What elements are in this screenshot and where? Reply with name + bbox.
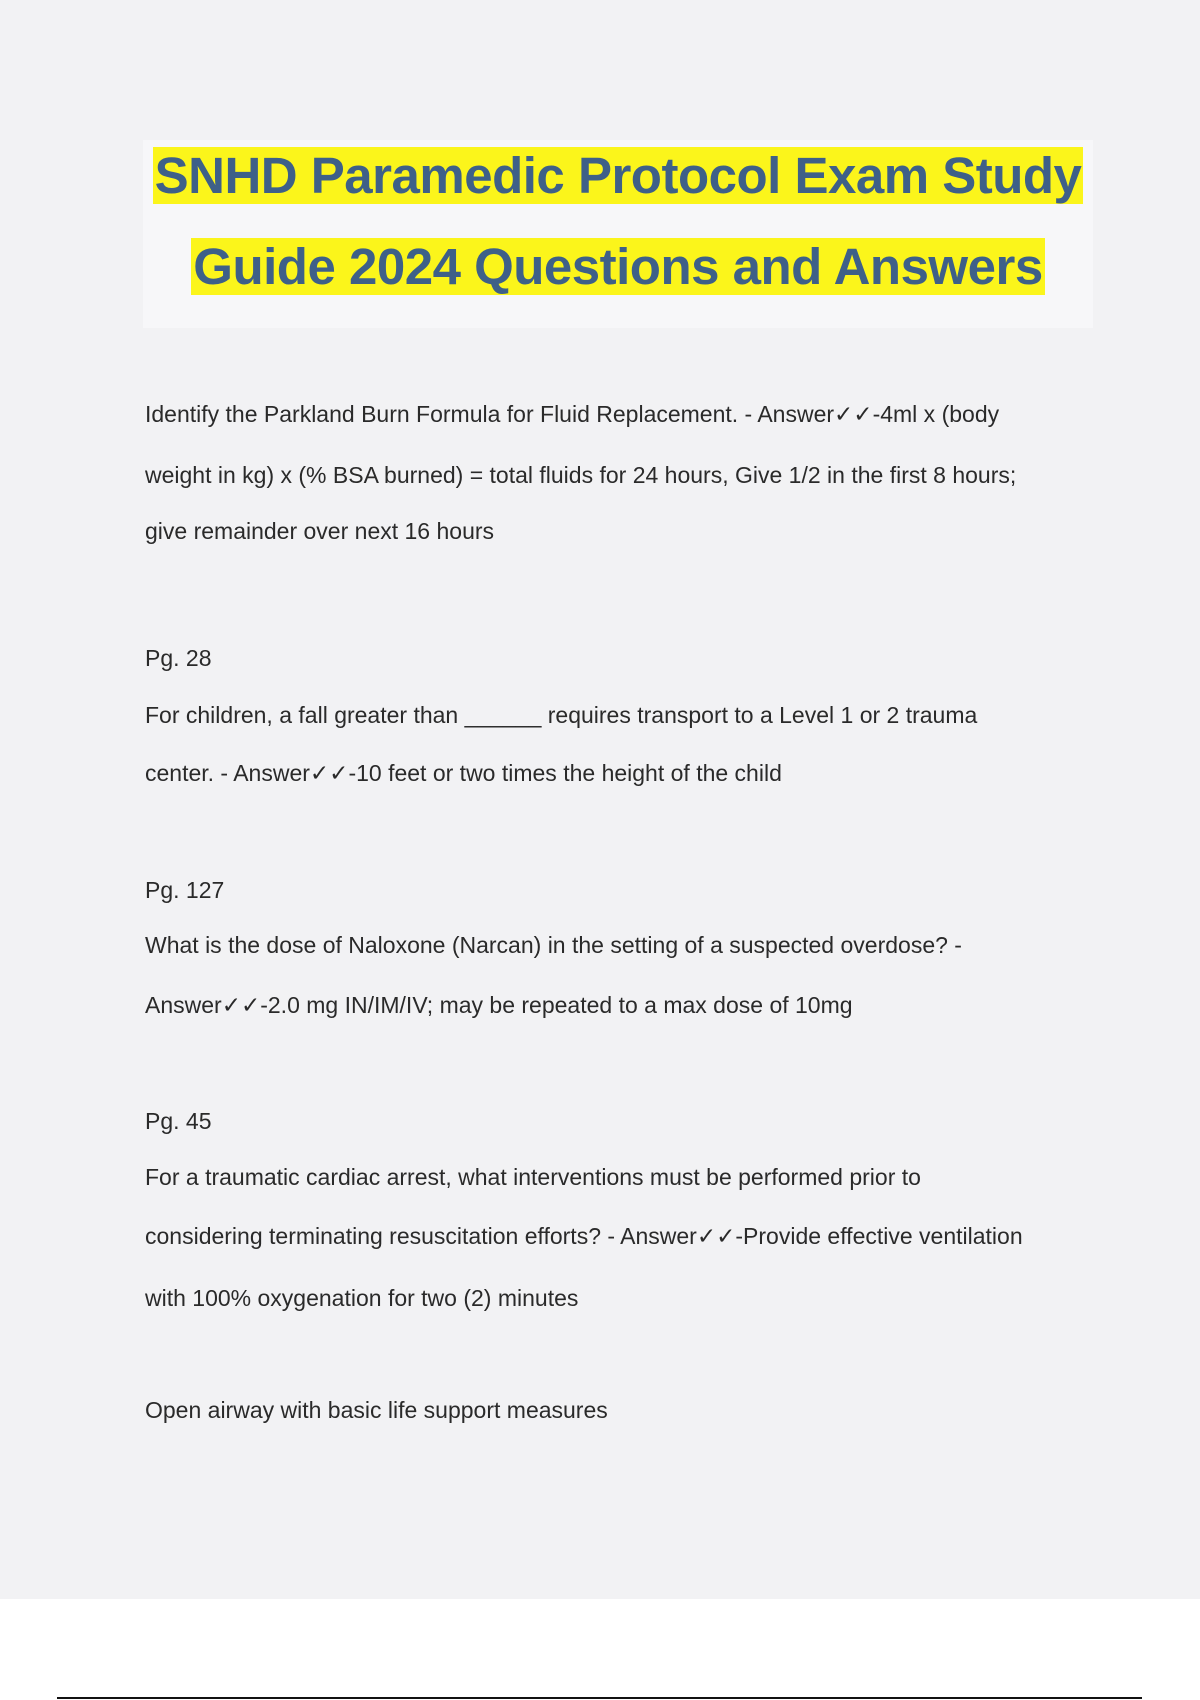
footer-divider <box>57 1697 1142 1699</box>
qa-4-line-1: For a traumatic cardiac arrest, what interventions must be performed prior to <box>145 1164 921 1190</box>
qa-2-line-2: center. - Answer✓✓-10 feet or two times the height of the child <box>145 760 782 786</box>
page-ref-45: Pg. 45 <box>145 1108 212 1134</box>
title-highlight-2: Guide 2024 Questions and Answers <box>193 238 1043 295</box>
page-ref-28: Pg. 28 <box>145 645 212 671</box>
qa-4-line-3: with 100% oxygenation for two (2) minutes <box>145 1285 579 1311</box>
document-title-line-1 <box>143 145 1093 207</box>
qa-3-line-1: What is the dose of Naloxone (Narcan) in the setting of a suspected overdose? - <box>145 932 962 958</box>
qa-2-line-1: For children, a fall greater than ______ requires transport to a Level 1 or 2 trauma <box>145 702 978 728</box>
title-highlight-1: SNHD Paramedic Protocol Exam Study <box>154 147 1082 204</box>
document-title-line-2 <box>143 236 1093 298</box>
qa-3-line-2: Answer✓✓-2.0 mg IN/IM/IV; may be repeated to a max dose of 10mg <box>145 992 853 1018</box>
qa-1-line-2: weight in kg) x (% BSA burned) = total fluids for 24 hours, Give 1/2 in the first 8 hours; <box>145 462 1017 488</box>
qa-4-line-2: considering terminating resuscitation efforts? - Answer✓✓-Provide effective ventilation <box>145 1223 1023 1249</box>
qa-1-line-1: Identify the Parkland Burn Formula for Fluid Replacement. - Answer✓✓-4ml x (body <box>145 401 1000 427</box>
extra-answer-line: Open airway with basic life support measures <box>145 1397 608 1423</box>
qa-1-line-3: give remainder over next 16 hours <box>145 518 495 544</box>
page-ref-127: Pg. 127 <box>145 877 225 903</box>
